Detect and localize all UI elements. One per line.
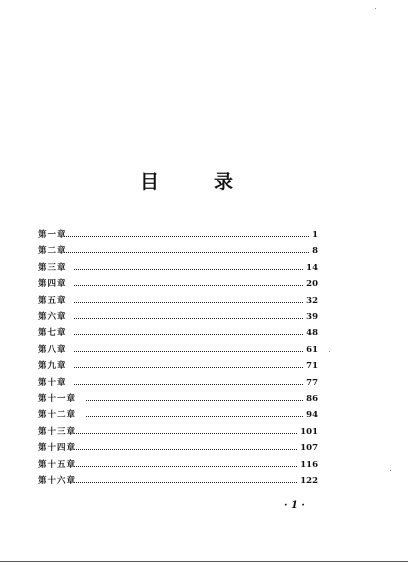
toc-entry	[38, 442, 318, 454]
scan-edge-line	[0, 561, 408, 562]
toc-entry	[38, 360, 318, 372]
toc-dot-leader	[74, 351, 303, 352]
toc-entry	[38, 377, 318, 389]
toc-entry	[38, 327, 318, 339]
toc-entry	[38, 409, 318, 421]
toc-entry-page: 14	[306, 262, 318, 273]
toc-entry	[38, 475, 318, 487]
toc-dot-leader	[74, 466, 297, 467]
toc-entry-page: 86	[306, 394, 318, 404]
toc-dot-leader	[74, 449, 297, 450]
toc-dot-leader	[86, 416, 303, 417]
toc-dot-leader	[74, 285, 303, 286]
toc-entry	[38, 229, 318, 241]
toc-entry-page: 107	[300, 443, 318, 454]
toc-entry-label: 第二章	[38, 246, 67, 257]
toc-dot-leader	[74, 318, 303, 319]
toc-entry	[38, 245, 318, 257]
toc-entry-label: 第十章	[38, 377, 67, 388]
toc-entry-label: 第三章	[38, 262, 67, 273]
toc-entry	[38, 295, 318, 307]
toc-dot-leader	[64, 236, 309, 237]
page-number: · 1 ·	[284, 500, 305, 511]
toc-dot-leader	[74, 367, 303, 368]
toc-dot-leader	[74, 302, 303, 303]
toc-dot-leader	[74, 482, 297, 483]
toc-entry-label: 第五章	[38, 295, 67, 306]
toc-dot-leader	[74, 334, 303, 335]
toc-entry	[38, 393, 318, 405]
toc-entry-label: 第九章	[38, 361, 67, 372]
toc-entry-label: 第六章	[38, 312, 67, 322]
toc-entry-page: 32	[306, 295, 318, 306]
toc-entry-page: 122	[300, 476, 318, 486]
scan-speck	[390, 470, 391, 471]
toc-entry-label: 第十一章	[38, 394, 77, 404]
toc-dot-leader	[74, 384, 303, 385]
toc-dot-leader	[74, 269, 303, 270]
toc-entry	[38, 262, 318, 274]
toc-entry-label: 第十六章	[38, 476, 77, 486]
toc-entry-page: 20	[306, 279, 318, 290]
toc-entry-label: 第十四章	[38, 443, 77, 454]
toc-entry-label: 第八章	[38, 344, 67, 355]
toc-entry	[38, 426, 318, 438]
toc-entry-label: 第十二章	[38, 410, 77, 421]
toc-entry-page: 71	[306, 361, 318, 372]
toc-entry-page: 8	[312, 246, 318, 257]
scan-speck	[329, 351, 330, 352]
toc-entry	[38, 278, 318, 290]
toc-dot-leader	[86, 400, 303, 401]
toc-entry	[38, 459, 318, 471]
toc-dot-leader	[74, 433, 297, 434]
toc-entry-label: 第一章	[38, 230, 67, 240]
toc-dot-leader	[64, 252, 309, 253]
toc-entry-page: 61	[306, 344, 318, 355]
toc-entry-page: 48	[306, 328, 318, 339]
toc-entry-page: 116	[300, 459, 318, 470]
scan-speck	[375, 8, 376, 9]
page-title: 目 录	[140, 171, 252, 193]
toc-entry-page: 101	[300, 426, 318, 437]
toc-entry-page: 77	[306, 377, 318, 388]
toc-entry-label: 第四章	[38, 279, 67, 290]
toc-entry-page: 1	[312, 230, 318, 240]
toc-entry-page: 94	[306, 410, 318, 421]
toc-entry-label: 第十五章	[38, 459, 77, 470]
toc-entry	[38, 311, 318, 323]
toc-entry-label: 第七章	[38, 328, 67, 339]
toc-entry-label: 第十三章	[38, 426, 77, 437]
toc-entry-page: 39	[306, 312, 318, 322]
toc-entry	[38, 344, 318, 356]
